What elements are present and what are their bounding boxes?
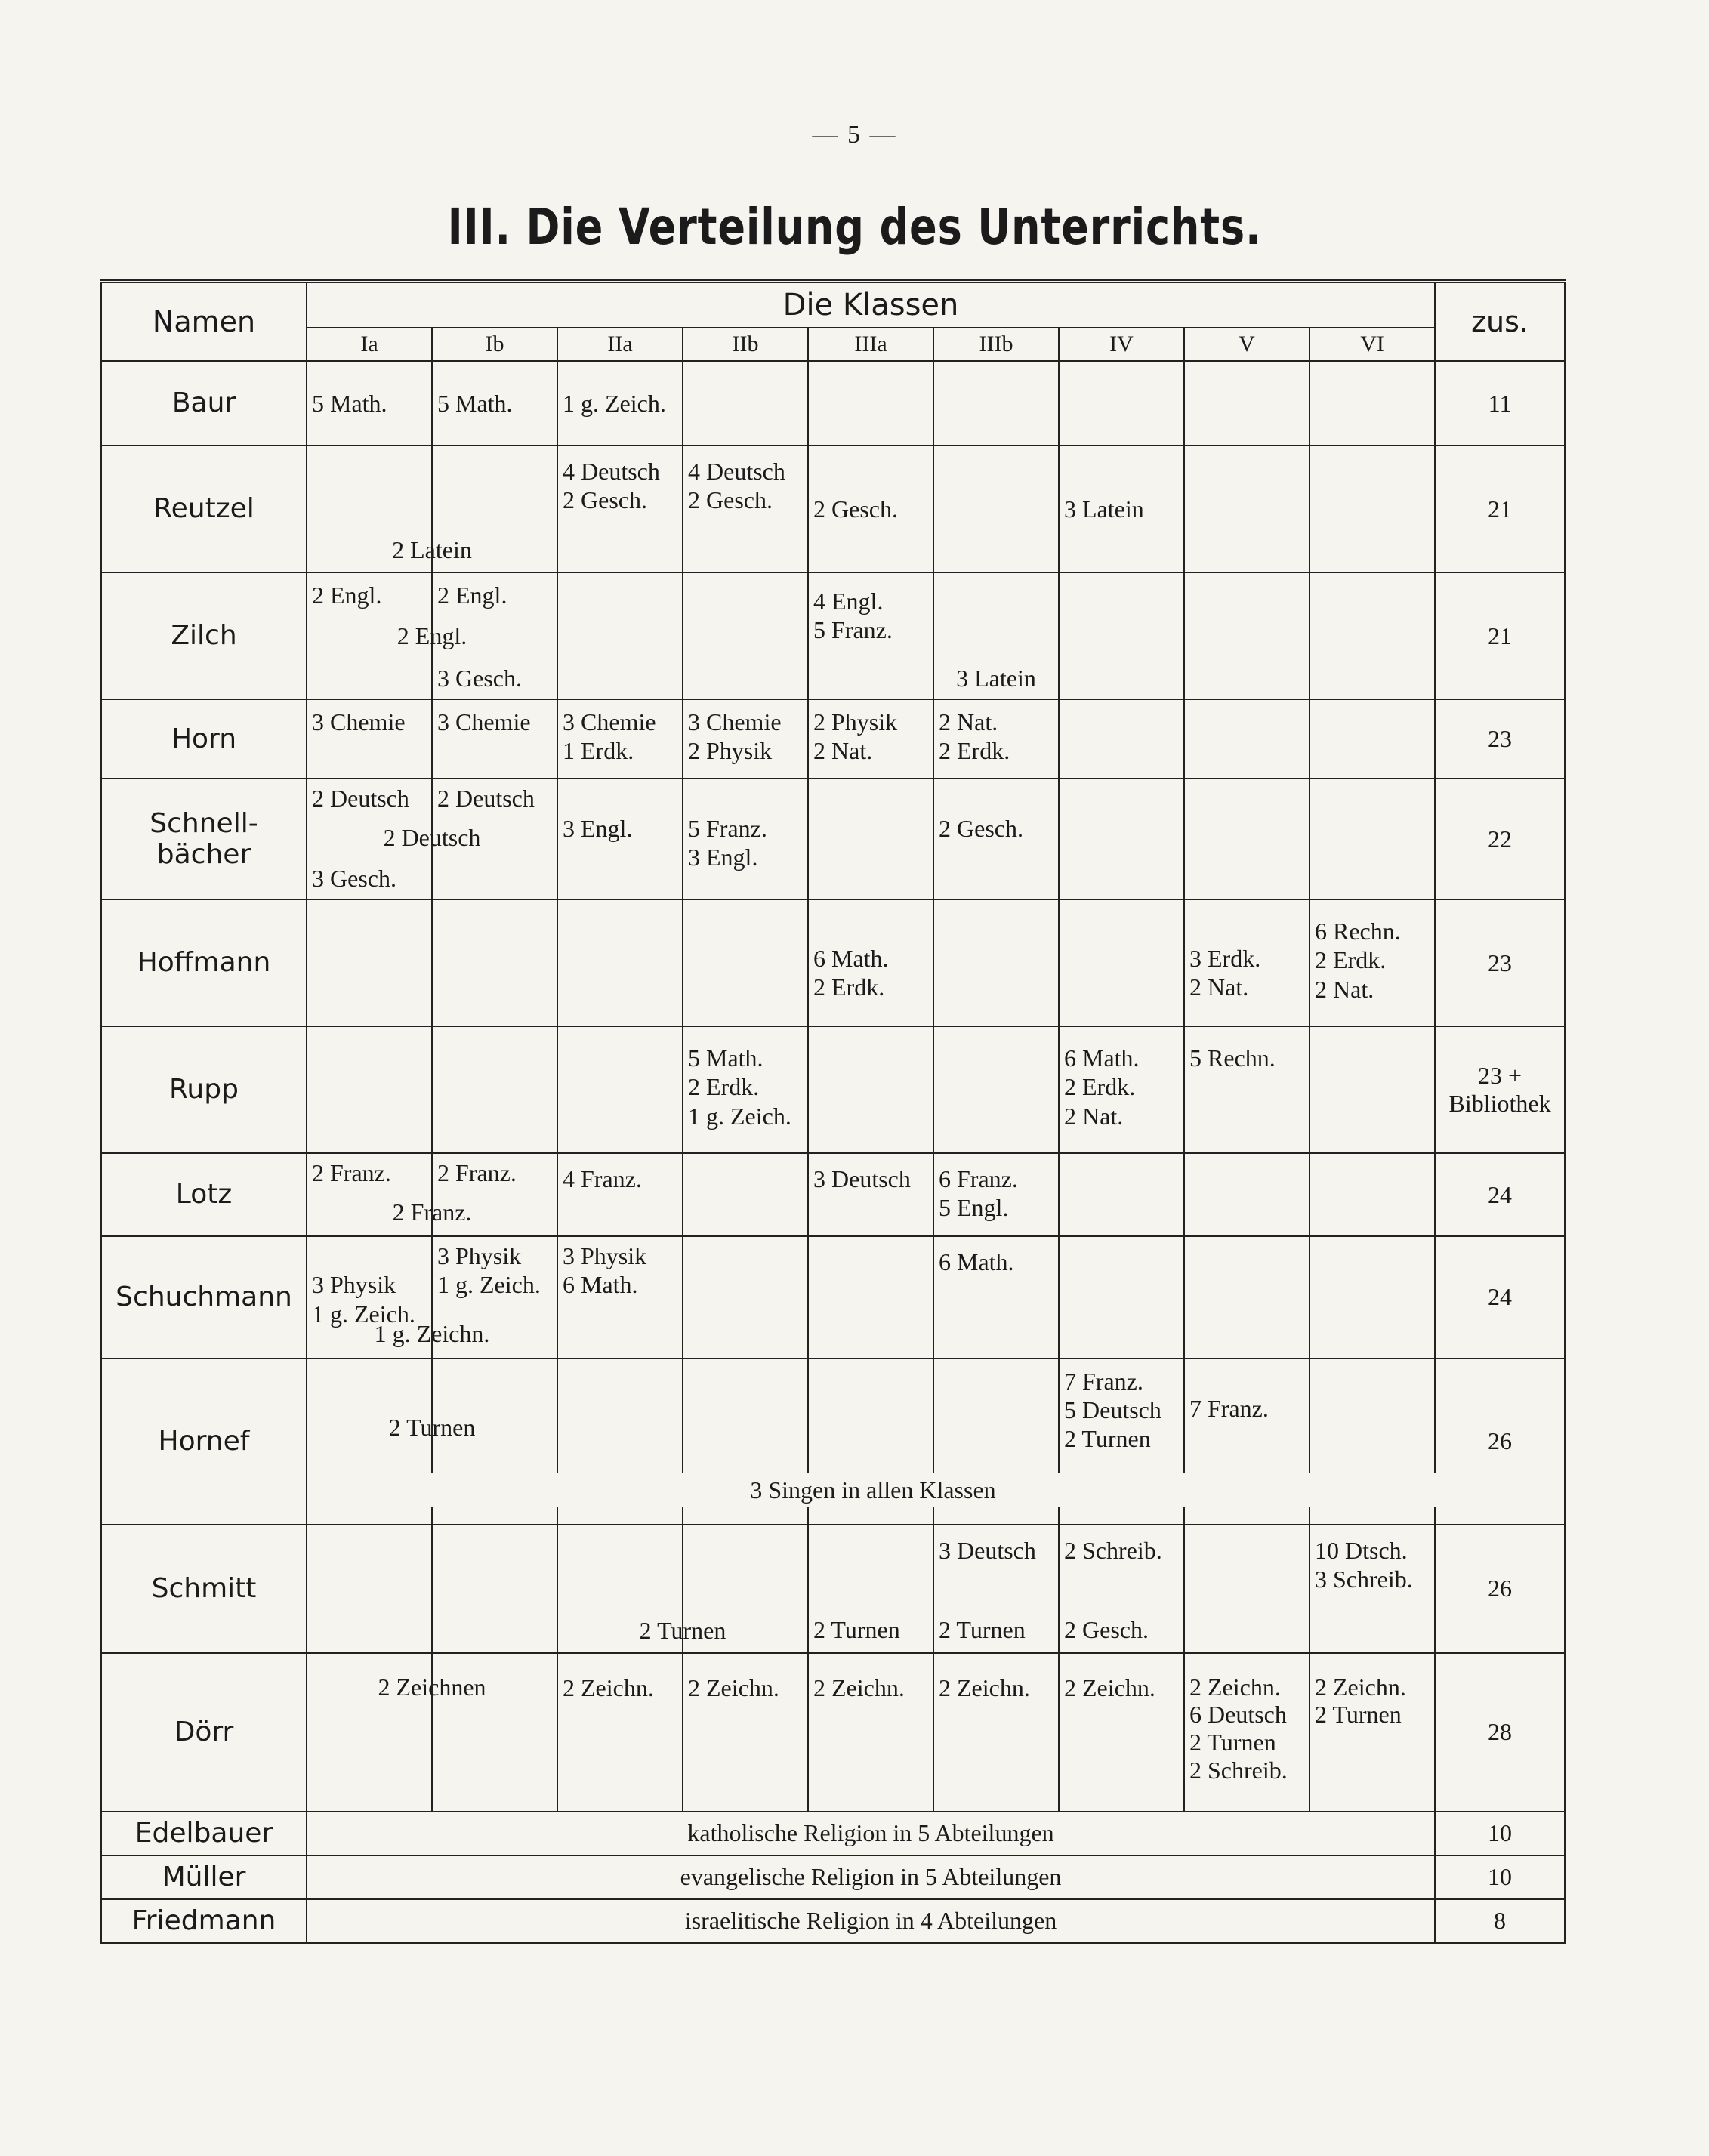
span-singen-all: 3 Singen in allen Klassen [307,1473,1439,1507]
cell-iiia: 3 Deutsch [808,1153,933,1236]
span-turnen-ia-ib: 2 Turnen [388,1413,476,1441]
class-header: IIb [683,328,808,361]
cell-ia [307,1153,472,1236]
cell-iiia: 4 Engl. 5 Franz. [808,572,933,699]
total-hours: 28 [1435,1653,1565,1812]
class-header: Ib [432,328,557,361]
cell-ia [307,1236,490,1359]
cell-iv: 2 Zeichn. [1059,1653,1184,1812]
header-zus: zus. [1435,282,1565,362]
total-hours: 10 [1435,1812,1565,1855]
span-zeichn-ia-ib: 1 g. Zeichn. [374,1320,490,1348]
span-zeichnen-ia-ib: 2 Zeichnen [378,1673,486,1701]
cell-ia-text: 2 Franz. [312,1159,391,1186]
total-hours: 8 [1435,1899,1565,1943]
cell-ia-text: 3 Physik 1 g. Zeich. [312,1271,415,1328]
cell-ia [307,779,481,899]
cell-iiib: 6 Franz. 5 Engl. [933,1153,1059,1236]
table-row [101,1855,1565,1899]
cell-ib: 5 Math. [432,361,557,446]
teacher-name: Rupp [101,1026,307,1153]
cell-ia-low: 3 Gesch. [312,864,396,892]
cell-iiia-low: 2 Turnen [813,1616,900,1644]
page-number: — 5 — [812,121,897,149]
span-latein-ia-ib: 2 Latein [392,536,472,563]
total-hours: 21 [1435,446,1565,572]
table-row [101,1899,1565,1943]
total-hours: 22 [1435,779,1565,899]
total-hours: 23 [1435,899,1565,1026]
cell-vi: 2 Zeichn. 2 Turnen [1310,1653,1435,1812]
cell-iiib-text: 3 Deutsch [939,1536,1036,1564]
header-klassen: Die Klassen [307,282,1435,328]
teacher-name: Baur [101,361,307,446]
span-engl-ia-ib: 2 Engl. [396,622,467,649]
teacher-name: Lotz [101,1153,307,1236]
total-hours: 24 [1435,1236,1565,1359]
cell-iiia [808,1525,933,1653]
cell-vi: 6 Rechn. 2 Erdk. 2 Nat. [1310,899,1435,1026]
teacher-name: Schmitt [101,1525,307,1653]
teaching-distribution-table [100,279,1566,1944]
cell-iiib: 2 Zeichn. [933,1653,1059,1812]
cell-iiib: 2 Gesch. [933,779,1059,899]
cell-ib: 3 Chemie [432,699,557,779]
teacher-name: Edelbauer [101,1812,307,1855]
cell-iv-low: 2 Gesch. [1064,1616,1149,1644]
cell-v: 7 Franz. [1184,1359,1310,1525]
cell-ia-text: 2 Deutsch [312,785,409,812]
table-row [101,779,1565,899]
class-header: IV [1059,328,1184,361]
cell-iia: 4 Deutsch 2 Gesch. [557,446,683,572]
cell-iia: 3 Physik 6 Math. [557,1236,683,1359]
table-row [101,1359,1565,1525]
cell-iib: 5 Math. 2 Erdk. 1 g. Zeich. [683,1026,808,1153]
cell-iib: 4 Deutsch 2 Gesch. [683,446,808,572]
teacher-name: Schnell- bächer [101,779,307,899]
teacher-name: Zilch [101,572,307,699]
cell-iiia: 2 Gesch. [808,446,933,572]
table-row [101,446,1565,572]
cell-v: 2 Zeichn. 6 Deutsch 2 Turnen 2 Schreib. [1184,1653,1310,1812]
table-row [101,1653,1565,1812]
cell-iib: 2 Zeichn. [683,1653,808,1812]
header-namen: Namen [101,282,307,362]
cell-iib: 5 Franz. 3 Engl. [683,779,808,899]
cell-iib: 3 Chemie 2 Physik [683,699,808,779]
cell-iia: 3 Chemie 1 Erdk. [557,699,683,779]
cell-iiia: 2 Zeichn. [808,1653,933,1812]
cell-iia: 4 Franz. [557,1153,683,1236]
span-deutsch-ia-ib: 2 Deutsch [383,824,481,851]
cell-iiia: 6 Math. 2 Erdk. [808,899,933,1026]
cell-ia-text: 2 Engl. [312,581,382,609]
span-turnen-iia-iib: 2 Turnen [639,1616,726,1644]
cell-iiib: 2 Nat. 2 Erdk. [933,699,1059,779]
cell-iiib [933,1525,1059,1653]
cell-vi: 10 Dtsch. 3 Schreib. [1310,1525,1435,1653]
teacher-name: Reutzel [101,446,307,572]
table-row [101,1236,1565,1359]
cell-iv: 6 Math. 2 Erdk. 2 Nat. [1059,1026,1184,1153]
religion-span: israelitische Religion in 4 Abteilungen [307,1899,1435,1943]
total-hours: 23 [1435,699,1565,779]
cell-iiia: 2 Physik 2 Nat. [808,699,933,779]
total-hours: 10 [1435,1855,1565,1899]
teacher-name: Horn [101,699,307,779]
teacher-name: Hoffmann [101,899,307,1026]
class-header: V [1184,328,1310,361]
span-latein-iiia-iv: 3 Latein [956,665,1036,692]
total-hours: 21 [1435,572,1565,699]
table-row [101,572,1565,699]
cell-iv [1059,1525,1184,1653]
cell-ib: 2 Deutsch [432,779,557,899]
cell-ib: 2 Franz. [432,1153,557,1236]
class-header: VI [1310,328,1435,361]
total-hours: 26 [1435,1525,1565,1653]
table-row [101,1812,1565,1855]
cell-iiib: 6 Math. [933,1236,1059,1359]
cell-v: 5 Rechn. [1184,1026,1310,1153]
cell-v: 3 Erdk. 2 Nat. [1184,899,1310,1026]
table-row [101,1525,1565,1653]
teacher-name: Hornef [101,1359,307,1525]
teacher-name: Friedmann [101,1899,307,1943]
table-row [101,361,1565,446]
class-header: IIa [557,328,683,361]
religion-span: katholische Religion in 5 Abteilungen [307,1812,1435,1855]
class-header: Ia [307,328,432,361]
cell-ia: 5 Math. [307,361,432,446]
span-franz-ia-ib: 2 Franz. [392,1198,472,1226]
cell-iia: 3 Engl. [557,779,683,899]
total-hours: 11 [1435,361,1565,446]
page-title: III. Die Verteilung des Unterrichts. [447,198,1262,256]
cell-iia: 2 Zeichn. [557,1653,683,1812]
cell-ia: 3 Chemie [307,699,432,779]
cell-ib-low: 3 Gesch. [437,664,522,692]
cell-ib: 3 Physik 1 g. Zeich. [432,1236,557,1359]
class-header: IIIb [933,328,1059,361]
cell-iv-text: 2 Schreib. [1064,1536,1162,1564]
cell-ia [307,572,467,699]
table-row [101,899,1565,1026]
table-row [101,699,1565,779]
total-hours: 23 + Bibliothek [1435,1026,1565,1153]
cell-iv: 7 Franz. 5 Deutsch 2 Turnen [1059,1359,1184,1525]
cell-iiib-low: 2 Turnen [939,1616,1026,1644]
teacher-name: Müller [101,1855,307,1899]
total-hours: 26 [1435,1359,1565,1525]
cell-iia: 1 g. Zeich. [557,361,683,446]
total-hours: 24 [1435,1153,1565,1236]
table-row [101,1026,1565,1153]
religion-span: evangelische Religion in 5 Abteilungen [307,1855,1435,1899]
cell-ib-text: 2 Engl. [437,581,507,609]
class-header: IIIa [808,328,933,361]
cell-iv: 3 Latein [1059,446,1184,572]
table-row [101,1153,1565,1236]
teacher-name: Dörr [101,1653,307,1812]
teacher-name: Schuchmann [101,1236,307,1359]
